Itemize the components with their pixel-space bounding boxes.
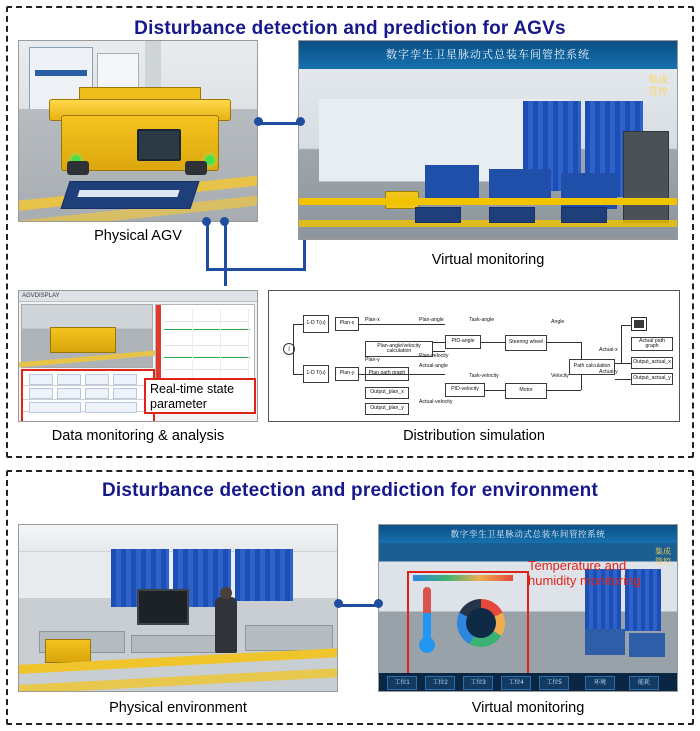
sim-block-motor: Motor — [505, 383, 547, 399]
sim-wire — [547, 342, 581, 343]
sim-wire — [359, 324, 445, 325]
connector-mid-horizontal — [206, 268, 306, 271]
table-cell — [85, 402, 137, 413]
table-cell — [57, 374, 81, 385]
caption-virtual-monitoring-agv: Virtual monitoring — [431, 252, 545, 268]
sim-block-pid-angle: PID-angle — [445, 335, 481, 349]
caption-physical-agv: Physical AGV — [94, 228, 182, 244]
chart-gridline — [164, 369, 250, 370]
env-ceiling — [19, 525, 337, 552]
sim-signal-actual-velocity: Actual-velocity — [419, 399, 453, 405]
sim-block-steering-wheel: Steering wheel — [505, 335, 547, 351]
virtual-header-right-label: 集成管控 — [648, 75, 668, 98]
sim-wire — [621, 325, 631, 326]
sim-wire — [409, 374, 445, 375]
realtime-parameter-table — [21, 369, 155, 422]
virtual-env-machine-2 — [629, 633, 665, 657]
monitoring-highlight-box — [407, 571, 529, 681]
agv-wheel-left — [67, 161, 89, 175]
sim-signal-plan-x: Plan-x — [365, 317, 380, 323]
sim-block-output-actual-y: Output_actual_y — [631, 373, 673, 385]
panel-agv-title: Disturbance detection and prediction for AGVs — [134, 18, 566, 39]
physical-environment-photo — [18, 524, 338, 692]
virtual-env-header-right-label: 集成管控 — [655, 547, 671, 566]
sim-wire — [481, 342, 505, 343]
connector-dot-virtual — [296, 117, 305, 126]
table-cell — [57, 388, 81, 399]
callout-realtime-state-parameter: Real-time state parameter — [144, 378, 256, 414]
connector-dot-agv — [254, 117, 263, 126]
virtual-monitoring-environment-view — [378, 524, 678, 692]
virtual-env-status-bar — [379, 673, 677, 691]
env-bench-2 — [245, 625, 333, 651]
virtual-floor-stripe-2 — [299, 220, 677, 227]
virtual-control-cabinet — [623, 131, 669, 223]
sim-wire — [433, 351, 445, 352]
sim-block-plan-angle-velocity-calc: Plan-angle/velocity calculation — [365, 341, 433, 357]
connector-virtual-down — [303, 240, 306, 270]
sim-block-path-calculation: Path calculation — [569, 359, 615, 375]
connector-to-data-monitor — [224, 222, 227, 286]
sim-block-1d-lookup-x: 1-D T(u) — [303, 315, 329, 333]
sim-signal-plan-y: Plan-y — [365, 357, 380, 363]
sim-signal-actual-angle: Actual-angle — [419, 363, 448, 369]
sim-signal-actual-x: Actual-x — [599, 347, 618, 353]
sim-block-plan-x: Plan-x — [335, 317, 359, 331]
table-cell — [29, 388, 53, 399]
sim-block-pid-velocity: PID-velocity — [445, 383, 485, 397]
env-monitor — [137, 589, 189, 625]
sim-wire — [293, 374, 303, 375]
sim-wire — [581, 375, 582, 390]
table-cell — [29, 402, 81, 413]
sim-block-actual-path-graph: Actual path graph — [631, 337, 673, 351]
sim-block-1d-lookup-y: 1-D T(u) — [303, 365, 329, 383]
connector-dot-agv-bottom — [202, 217, 211, 226]
sim-clock-junction: ∫ — [283, 343, 295, 355]
virtual-workstation-1 — [425, 165, 479, 199]
env-agv — [45, 639, 91, 663]
chart-trace — [164, 329, 250, 330]
connector-agv-down — [206, 222, 209, 270]
caption-virtual-monitoring-environment: Virtual monitoring — [471, 700, 585, 716]
virtual-floor-tile-3 — [561, 207, 607, 223]
env-worker — [215, 597, 237, 653]
caption-physical-environment: Physical environment — [109, 700, 247, 716]
sim-signal-angle: Angle — [551, 319, 565, 325]
status-cell[interactable]: 工位4 — [501, 676, 531, 690]
app-titlebar: AGVDISPLAY — [19, 291, 257, 302]
status-cell[interactable]: 环境 — [585, 676, 615, 690]
agv-hmi-screen — [137, 129, 181, 161]
table-row — [23, 385, 153, 386]
virtual-header-title: 数字孪生卫星脉动式总装车间管控系统 — [386, 49, 590, 61]
virtual-env-header-title: 数字孪生卫星脉动式总装车间管控系统 — [450, 529, 606, 539]
callout-temperature-humidity-monitoring: Temperature and humidity monitoring — [528, 558, 641, 588]
virtual-room — [299, 69, 677, 240]
virtual-monitoring-agv-view — [298, 40, 678, 240]
sim-block-output-plan-y: Output_plan_y — [365, 403, 409, 415]
sim-wire — [615, 363, 631, 364]
distribution-simulation-diagram — [268, 290, 680, 422]
sim-signal-plan-velocity: Plan-velocity — [419, 353, 449, 359]
connector-dot-agv-bottom-2 — [220, 217, 229, 226]
sim-block-output-plan-x: Output_plan_x — [365, 387, 409, 399]
table-cell — [29, 374, 53, 385]
sim-wire — [485, 390, 505, 391]
env-curtain-3 — [235, 549, 293, 601]
sim-wire — [293, 324, 303, 325]
connector-dot-env-virtual — [374, 599, 383, 608]
connector-dot-env — [334, 599, 343, 608]
sim-wire — [615, 379, 631, 380]
sim-signal-task-velocity: Task-velocity — [469, 373, 499, 379]
table-cell — [113, 374, 137, 385]
sim-wire — [293, 324, 294, 374]
sim-block-plan-y: Plan-y — [335, 367, 359, 381]
status-cell[interactable]: 工位3 — [463, 676, 493, 690]
sim-wire — [433, 342, 445, 343]
sim-wire — [547, 390, 581, 391]
virtual-floor-tile-2 — [489, 207, 535, 223]
caption-distribution-simulation: Distribution simulation — [403, 428, 545, 444]
virtual-env-machine-1 — [585, 629, 625, 655]
virtual-floor-tile-1 — [415, 207, 461, 223]
floor-marker-mat — [60, 181, 199, 209]
sim-signal-task-angle: Task-angle — [469, 317, 495, 323]
virtual-floor-stripe-1 — [299, 198, 677, 205]
table-cell — [85, 374, 109, 385]
agv-wheel-right — [185, 161, 207, 175]
camera-view — [21, 304, 153, 368]
panel-environment-title: Disturbance detection and prediction for environment — [101, 480, 598, 501]
table-cell — [113, 388, 137, 399]
status-cell[interactable]: 能耗 — [629, 676, 659, 690]
sim-signal-velocity: Velocity — [551, 373, 569, 379]
physical-agv-photo — [18, 40, 258, 222]
sim-wire — [581, 342, 582, 360]
sim-signal-plan-angle: Plan-angle — [419, 317, 444, 323]
sim-block-output-actual-x: Output_actual_x — [631, 357, 673, 369]
camera-agv — [50, 327, 116, 353]
status-cell[interactable]: 工位1 — [387, 676, 417, 690]
chart-gridline — [164, 345, 250, 346]
sim-signal-actual-y: Actual-y — [599, 369, 618, 375]
chart-gridline — [164, 321, 250, 322]
chart-trace — [164, 357, 250, 358]
caption-data-monitoring: Data monitoring & analysis — [51, 428, 225, 444]
table-cell — [85, 388, 109, 399]
table-row — [23, 399, 153, 400]
sim-wire — [621, 344, 622, 345]
status-cell[interactable]: 工位2 — [425, 676, 455, 690]
status-cell[interactable]: 工位5 — [539, 676, 569, 690]
sim-scope-icon — [631, 317, 647, 331]
